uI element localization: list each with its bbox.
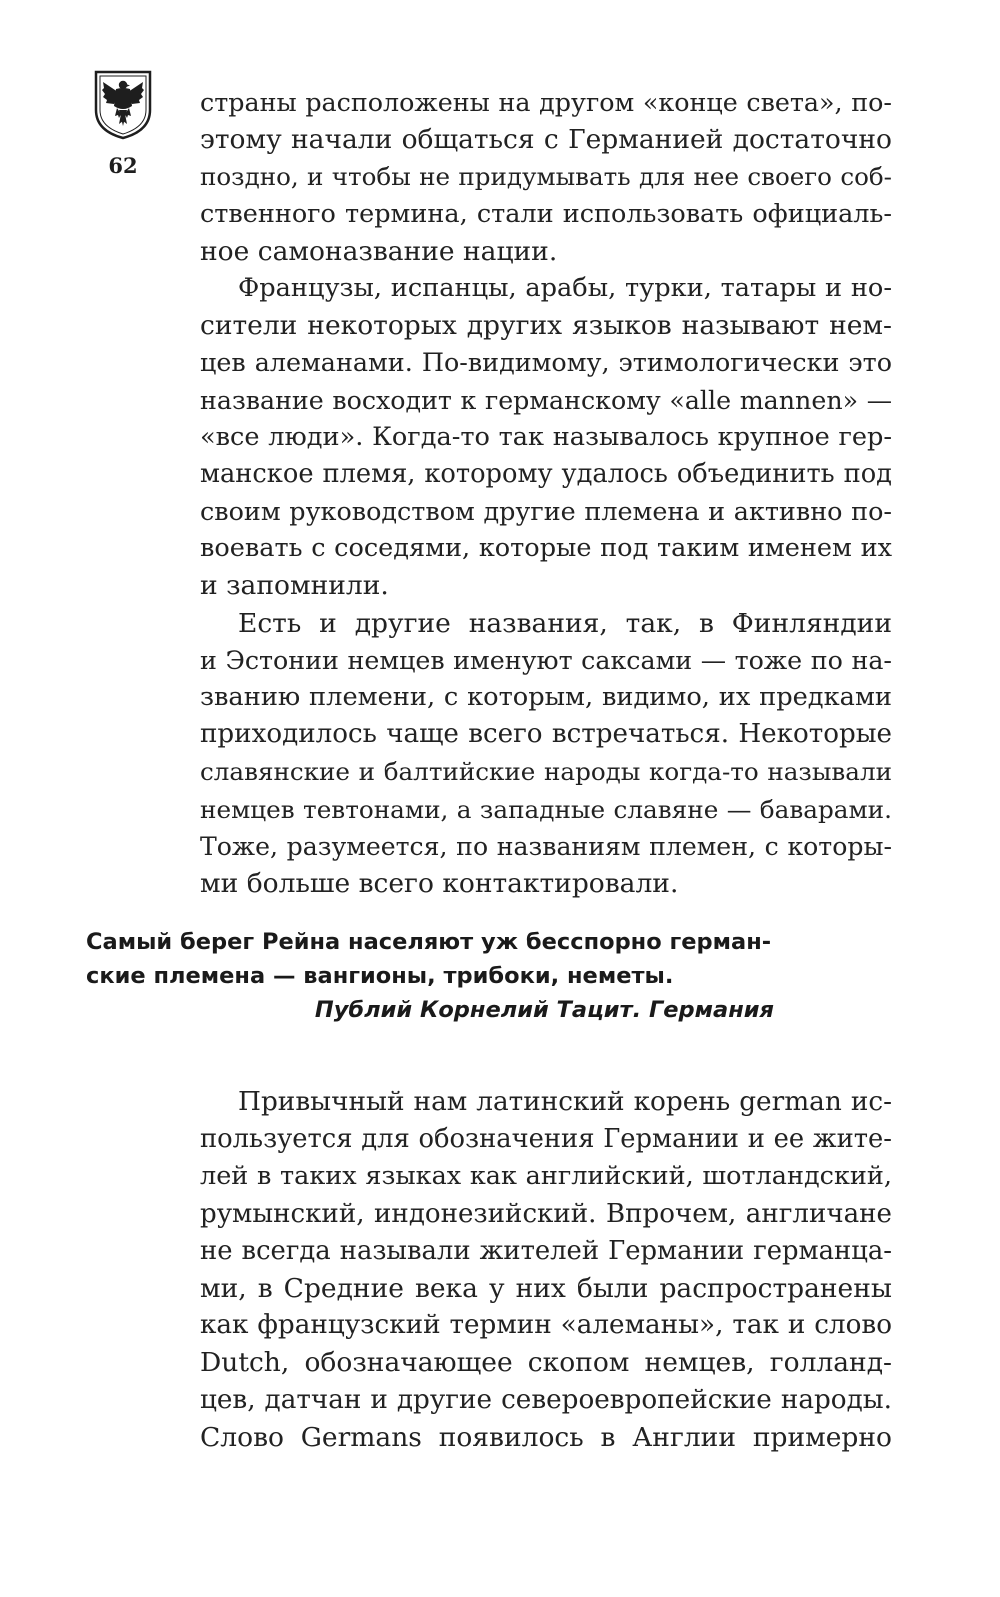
epigraph-attribution: Публий Корнелий Тацит. Германия [314,997,774,1023]
text-line: цев алеманами. По-видимому, этимологически это [200,347,892,378]
text-line: сители некоторых других языков называют нем- [200,310,892,342]
text-line: и запомнили. [200,570,389,602]
text-line: ми больше всего контактировали. [200,867,679,899]
epigraph-line: Самый берег Рейна населяют уж бесспорно герман- [86,929,772,955]
body-text-block-1 [200,84,892,902]
text-line: ственного термина, стали использовать официаль- [200,198,892,229]
text-line: немцев тевтонами, а западные славяне — баварами. [200,794,892,824]
text-line: «все люди». Когда-то так называлось крупное гер- [200,421,892,452]
text-line: румынский, индонезийский. Впрочем, англичане [200,1198,892,1229]
epigraph-line: ские племена — вангионы, трибоки, неметы. [86,963,674,989]
text-line: пользуется для обозначения Германии и ее жите- [200,1124,892,1155]
body-text-block-2 [200,1084,892,1456]
text-line: воевать с соседями, которые под таким именем их [200,533,892,564]
text-line: званию племени, с которым, видимо, их предками [200,682,892,712]
epigraph-quote [86,925,786,1027]
text-line: поздно, и чтобы не придумывать для нее своего соб- [200,162,892,192]
text-line: этому начали общаться с Германией достаточно [200,124,892,156]
text-line: манское племя, которому удалось объединить под [200,458,892,489]
text-line: название восходит к германскому «alle mannen» — [200,385,892,415]
eagle-coat-of-arms-icon [94,70,152,140]
page-number: 62 [108,153,138,178]
text-line: Тоже, разумеется, по названиям племен, с которы- [200,831,892,861]
text-line: цев, датчан и другие североевропейские народы. [200,1384,892,1415]
text-line: как французский термин «алеманы», так и слово [200,1310,892,1341]
text-line: приходилось чаще всего встречаться. Некоторые [200,719,892,750]
text-line: ми, в Средние века у них были распространены [200,1272,892,1304]
text-line: не всегда называли жителей Германии германца- [200,1235,892,1266]
text-line: и Эстонии немцев именуют саксами — тоже по на- [200,644,892,675]
text-line: Слово Germans появилось в Англии примерно [200,1421,892,1453]
text-line: Есть и другие названия, так, в Финляндии [238,607,892,639]
text-line: Французы, испанцы, арабы, турки, татары и но- [238,272,892,303]
text-line: ное самоназвание нации. [200,235,558,267]
text-line: славянские и балтийские народы когда-то называли [200,757,892,787]
text-line: Привычный нам латинский корень german ис- [238,1087,892,1117]
text-line: лей в таких языках как английский, шотландский, [200,1161,892,1192]
text-line: своим руководством другие племена и активно по- [200,496,892,527]
text-line: страны расположены на другом «конце света», по- [200,87,892,117]
text-line: Dutch, обозначающее скопом немцев, голланд- [200,1347,892,1379]
